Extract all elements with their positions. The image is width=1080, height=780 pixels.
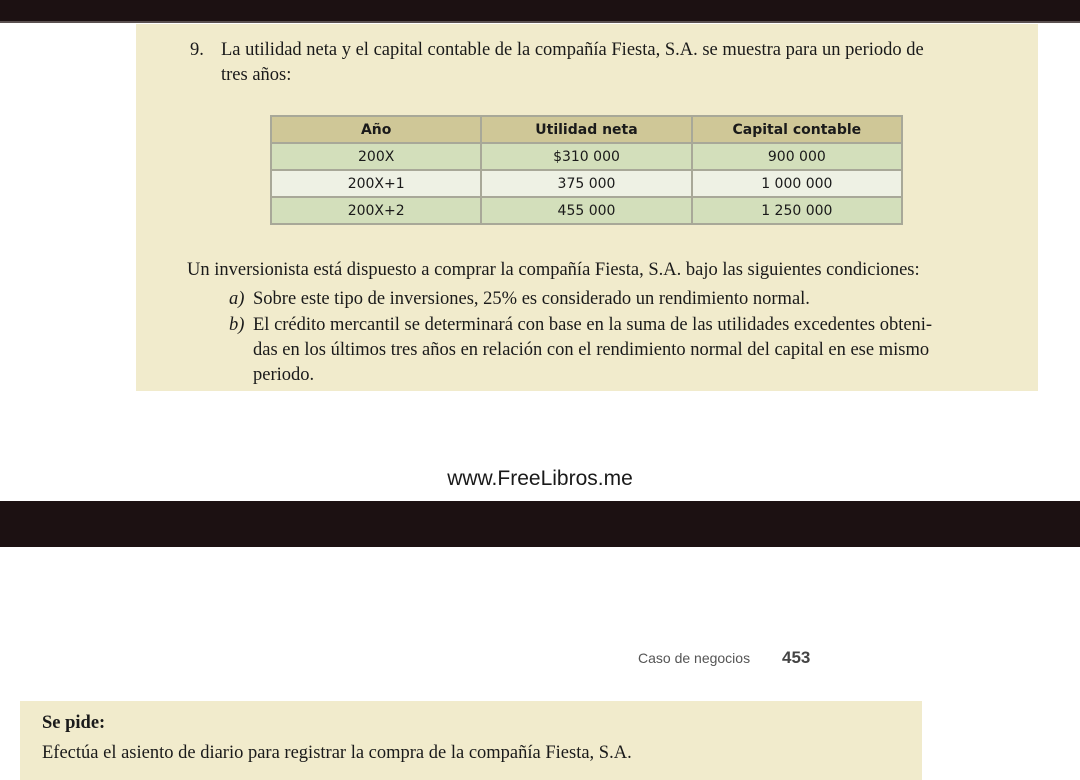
- table-cell: 1 000 000: [692, 170, 902, 197]
- top-dark-bar: [0, 0, 1080, 23]
- problem-intro-line2: tres años:: [221, 65, 292, 85]
- table-cell: 200X: [271, 143, 481, 170]
- table-cell: 375 000: [481, 170, 691, 197]
- request-title: Se pide:: [42, 713, 106, 733]
- condition-b-line3: periodo.: [253, 365, 315, 385]
- problem-number: 9.: [190, 40, 204, 60]
- table-row: [271, 197, 902, 224]
- table-row: [271, 170, 902, 197]
- condition-b-line1: El crédito mercantil se determinará con base en la suma de las utilidades excedentes obteni-: [253, 315, 933, 335]
- condition-b-line2: das en los últimos tres años en relación con el rendimiento normal del capital en ese mismo: [253, 340, 930, 360]
- problem-intro-line1: La utilidad neta y el capital contable de la compañía Fiesta, S.A. se muestra para un periodo de: [221, 40, 924, 60]
- table-cell: 200X+2: [271, 197, 481, 224]
- footer-section: Caso de negocios: [638, 650, 751, 666]
- header-cell: Utilidad neta: [481, 116, 691, 143]
- header-cell: Capital contable: [692, 116, 902, 143]
- table-cell: 1 250 000: [692, 197, 902, 224]
- header-cell: Año: [271, 116, 481, 143]
- conditions-intro: Un inversionista está dispuesto a comprar la compañía Fiesta, S.A. bajo las siguientes condiciones:: [187, 260, 920, 280]
- condition-a-text: Sobre este tipo de inversiones, 25% es considerado un rendimiento normal.: [253, 289, 810, 309]
- page-separator-bar: [0, 501, 1080, 547]
- data-table: [270, 115, 903, 225]
- request-text: Efectúa el asiento de diario para registrar la compra de la compañía Fiesta, S.A.: [42, 743, 632, 763]
- table-header-row: [271, 116, 902, 143]
- table-cell: $310 000: [481, 143, 691, 170]
- condition-a-label: a): [229, 289, 245, 309]
- table-row: [271, 143, 902, 170]
- table-cell: 900 000: [692, 143, 902, 170]
- table-cell: 200X+1: [271, 170, 481, 197]
- table-cell: 455 000: [481, 197, 691, 224]
- page-number: 453: [782, 648, 811, 667]
- watermark-link[interactable]: www.FreeLibros.me: [447, 467, 633, 490]
- condition-b-label: b): [229, 315, 245, 335]
